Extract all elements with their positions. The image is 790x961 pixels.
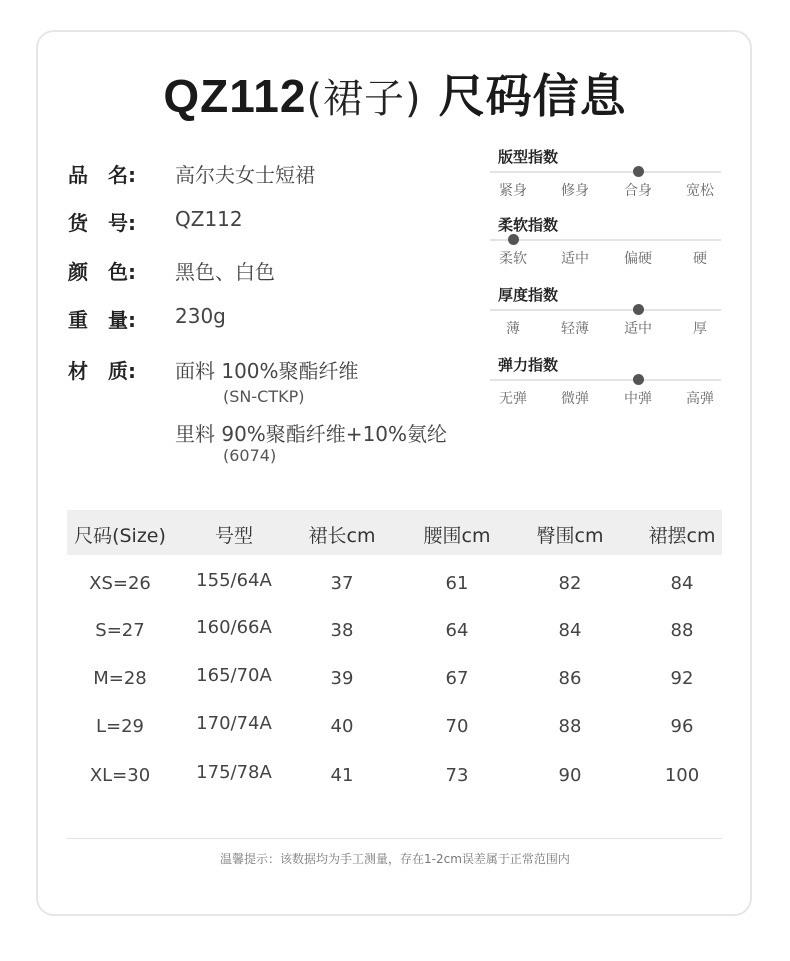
info-sku-value: QZ112 bbox=[175, 207, 243, 231]
index-track bbox=[490, 379, 721, 381]
index-track bbox=[490, 171, 721, 173]
info-material-label: 材 质: bbox=[68, 359, 136, 383]
table-cell: 39 bbox=[330, 668, 354, 689]
info-name-label: 品 名: bbox=[68, 163, 136, 187]
index-title: 柔软指数 bbox=[498, 216, 559, 234]
table-header-cell: 裙摆cm bbox=[648, 525, 716, 547]
table-cell: 40 bbox=[330, 716, 354, 737]
index-level-label: 硬 bbox=[693, 251, 707, 267]
index-level-label: 紧身 bbox=[499, 183, 527, 199]
index-level-label: 偏硬 bbox=[624, 251, 652, 267]
info-name-value: 高尔夫女士短裙 bbox=[175, 163, 315, 187]
index-marker bbox=[508, 234, 519, 245]
info-material-lining: 里料 90%聚酯纤维+10%氨纶 bbox=[175, 422, 448, 446]
info-color-value: 黑色、白色 bbox=[175, 260, 275, 284]
table-header-cell: 臀围cm bbox=[536, 525, 604, 547]
index-level-label: 高弹 bbox=[686, 391, 714, 407]
measurement-tip: 温馨提示：该数据均为手工测量，存在1-2cm误差属于正常范围内 bbox=[220, 852, 570, 866]
index-level-label: 微弹 bbox=[561, 391, 589, 407]
table-row-size: XL=30 bbox=[89, 765, 151, 786]
table-cell: 170/74A bbox=[196, 713, 272, 734]
index-level-label: 薄 bbox=[506, 321, 520, 337]
table-cell: 84 bbox=[670, 573, 694, 594]
table-cell: 41 bbox=[330, 765, 354, 786]
table-cell: 90 bbox=[558, 765, 582, 786]
table-cell: 61 bbox=[445, 573, 469, 594]
table-header-cell: 尺码(Size) bbox=[74, 525, 166, 547]
table-cell: 88 bbox=[670, 620, 694, 641]
title-category: (裙子) bbox=[306, 76, 422, 122]
table-cell: 165/70A bbox=[196, 665, 272, 686]
table-row-size: XS=26 bbox=[89, 573, 151, 594]
footer-divider bbox=[67, 838, 722, 839]
table-cell: 160/66A bbox=[196, 617, 272, 638]
index-title: 弹力指数 bbox=[498, 356, 559, 374]
table-cell: 70 bbox=[445, 716, 469, 737]
index-level-label: 中弹 bbox=[624, 391, 652, 407]
table-row-size: M=28 bbox=[93, 668, 147, 689]
info-weight-label: 重 量: bbox=[68, 308, 136, 332]
index-marker bbox=[633, 304, 644, 315]
table-cell: 86 bbox=[558, 668, 582, 689]
index-level-label: 宽松 bbox=[686, 183, 714, 199]
index-level-label: 轻薄 bbox=[561, 321, 589, 337]
table-header-cell: 裙长cm bbox=[308, 525, 376, 547]
index-marker bbox=[633, 166, 644, 177]
index-marker bbox=[633, 374, 644, 385]
info-material-outer: 面料 100%聚酯纤维 bbox=[175, 359, 359, 383]
table-cell: 64 bbox=[445, 620, 469, 641]
info-color-label: 颜 色: bbox=[68, 260, 136, 284]
table-cell: 37 bbox=[330, 573, 354, 594]
index-level-label: 厚 bbox=[693, 321, 707, 337]
table-cell: 38 bbox=[330, 620, 354, 641]
index-level-label: 合身 bbox=[624, 183, 652, 199]
table-row-size: L=29 bbox=[95, 716, 144, 737]
index-title: 厚度指数 bbox=[498, 286, 559, 304]
table-cell: 67 bbox=[445, 668, 469, 689]
table-cell: 82 bbox=[558, 573, 582, 594]
table-row-size: S=27 bbox=[95, 620, 145, 641]
index-level-label: 柔软 bbox=[499, 251, 527, 267]
info-sku-label: 货 号: bbox=[68, 211, 136, 235]
table-cell: 88 bbox=[558, 716, 582, 737]
title-text: 尺码信息 bbox=[421, 69, 627, 123]
index-level-label: 适中 bbox=[624, 321, 652, 337]
index-level-label: 无弹 bbox=[499, 391, 527, 407]
page-title bbox=[0, 60, 790, 126]
info-material-lining-code: (6074) bbox=[223, 446, 277, 465]
index-track bbox=[490, 309, 721, 311]
table-cell: 155/64A bbox=[196, 570, 272, 591]
table-cell: 96 bbox=[670, 716, 694, 737]
table-cell: 92 bbox=[670, 668, 694, 689]
index-title: 版型指数 bbox=[498, 148, 559, 166]
table-cell: 73 bbox=[445, 765, 469, 786]
table-header-cell: 号型 bbox=[214, 525, 253, 547]
info-weight-value: 230g bbox=[175, 304, 226, 328]
title-code: QZ112 bbox=[163, 70, 307, 122]
table-cell: 84 bbox=[558, 620, 582, 641]
index-level-label: 修身 bbox=[561, 183, 589, 199]
info-material-outer-code: (SN-CTKP) bbox=[223, 387, 305, 406]
index-level-label: 适中 bbox=[561, 251, 589, 267]
index-track bbox=[490, 239, 721, 241]
table-cell: 100 bbox=[664, 765, 700, 786]
table-header-cell: 腰围cm bbox=[423, 525, 491, 547]
table-cell: 175/78A bbox=[196, 762, 272, 783]
